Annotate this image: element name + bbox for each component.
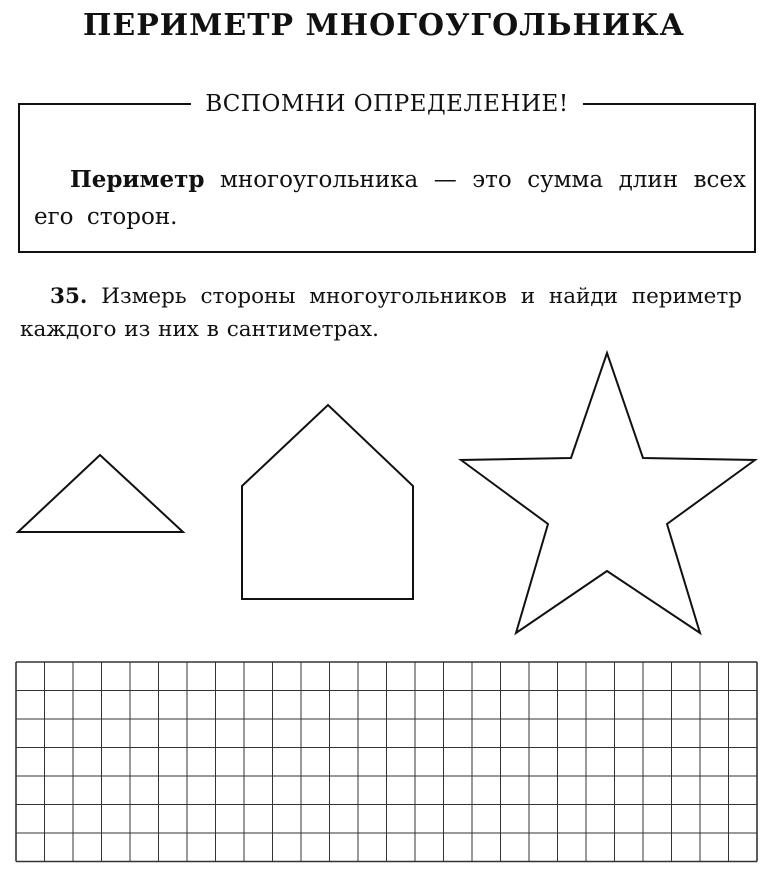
task-text: Измерь стороны многоугольников и найди периметр каждого из них в сантиметрах. [20,284,742,342]
task-number: 35. [50,284,88,309]
definition-heading-text: ВСПОМНИ ОПРЕДЕЛЕНИЕ! [191,91,582,117]
definition-term: Периметр [70,166,205,193]
pentagon-figure [242,405,413,599]
page-title: ПЕРИМЕТР МНОГОУГОЛЬНИКА [83,8,685,43]
star-figure [461,353,755,633]
triangle-figure [18,455,183,532]
answer-grid[interactable] [14,660,759,865]
definition-body: многоугольника — это сумма длин всех его сторон. [34,167,746,230]
